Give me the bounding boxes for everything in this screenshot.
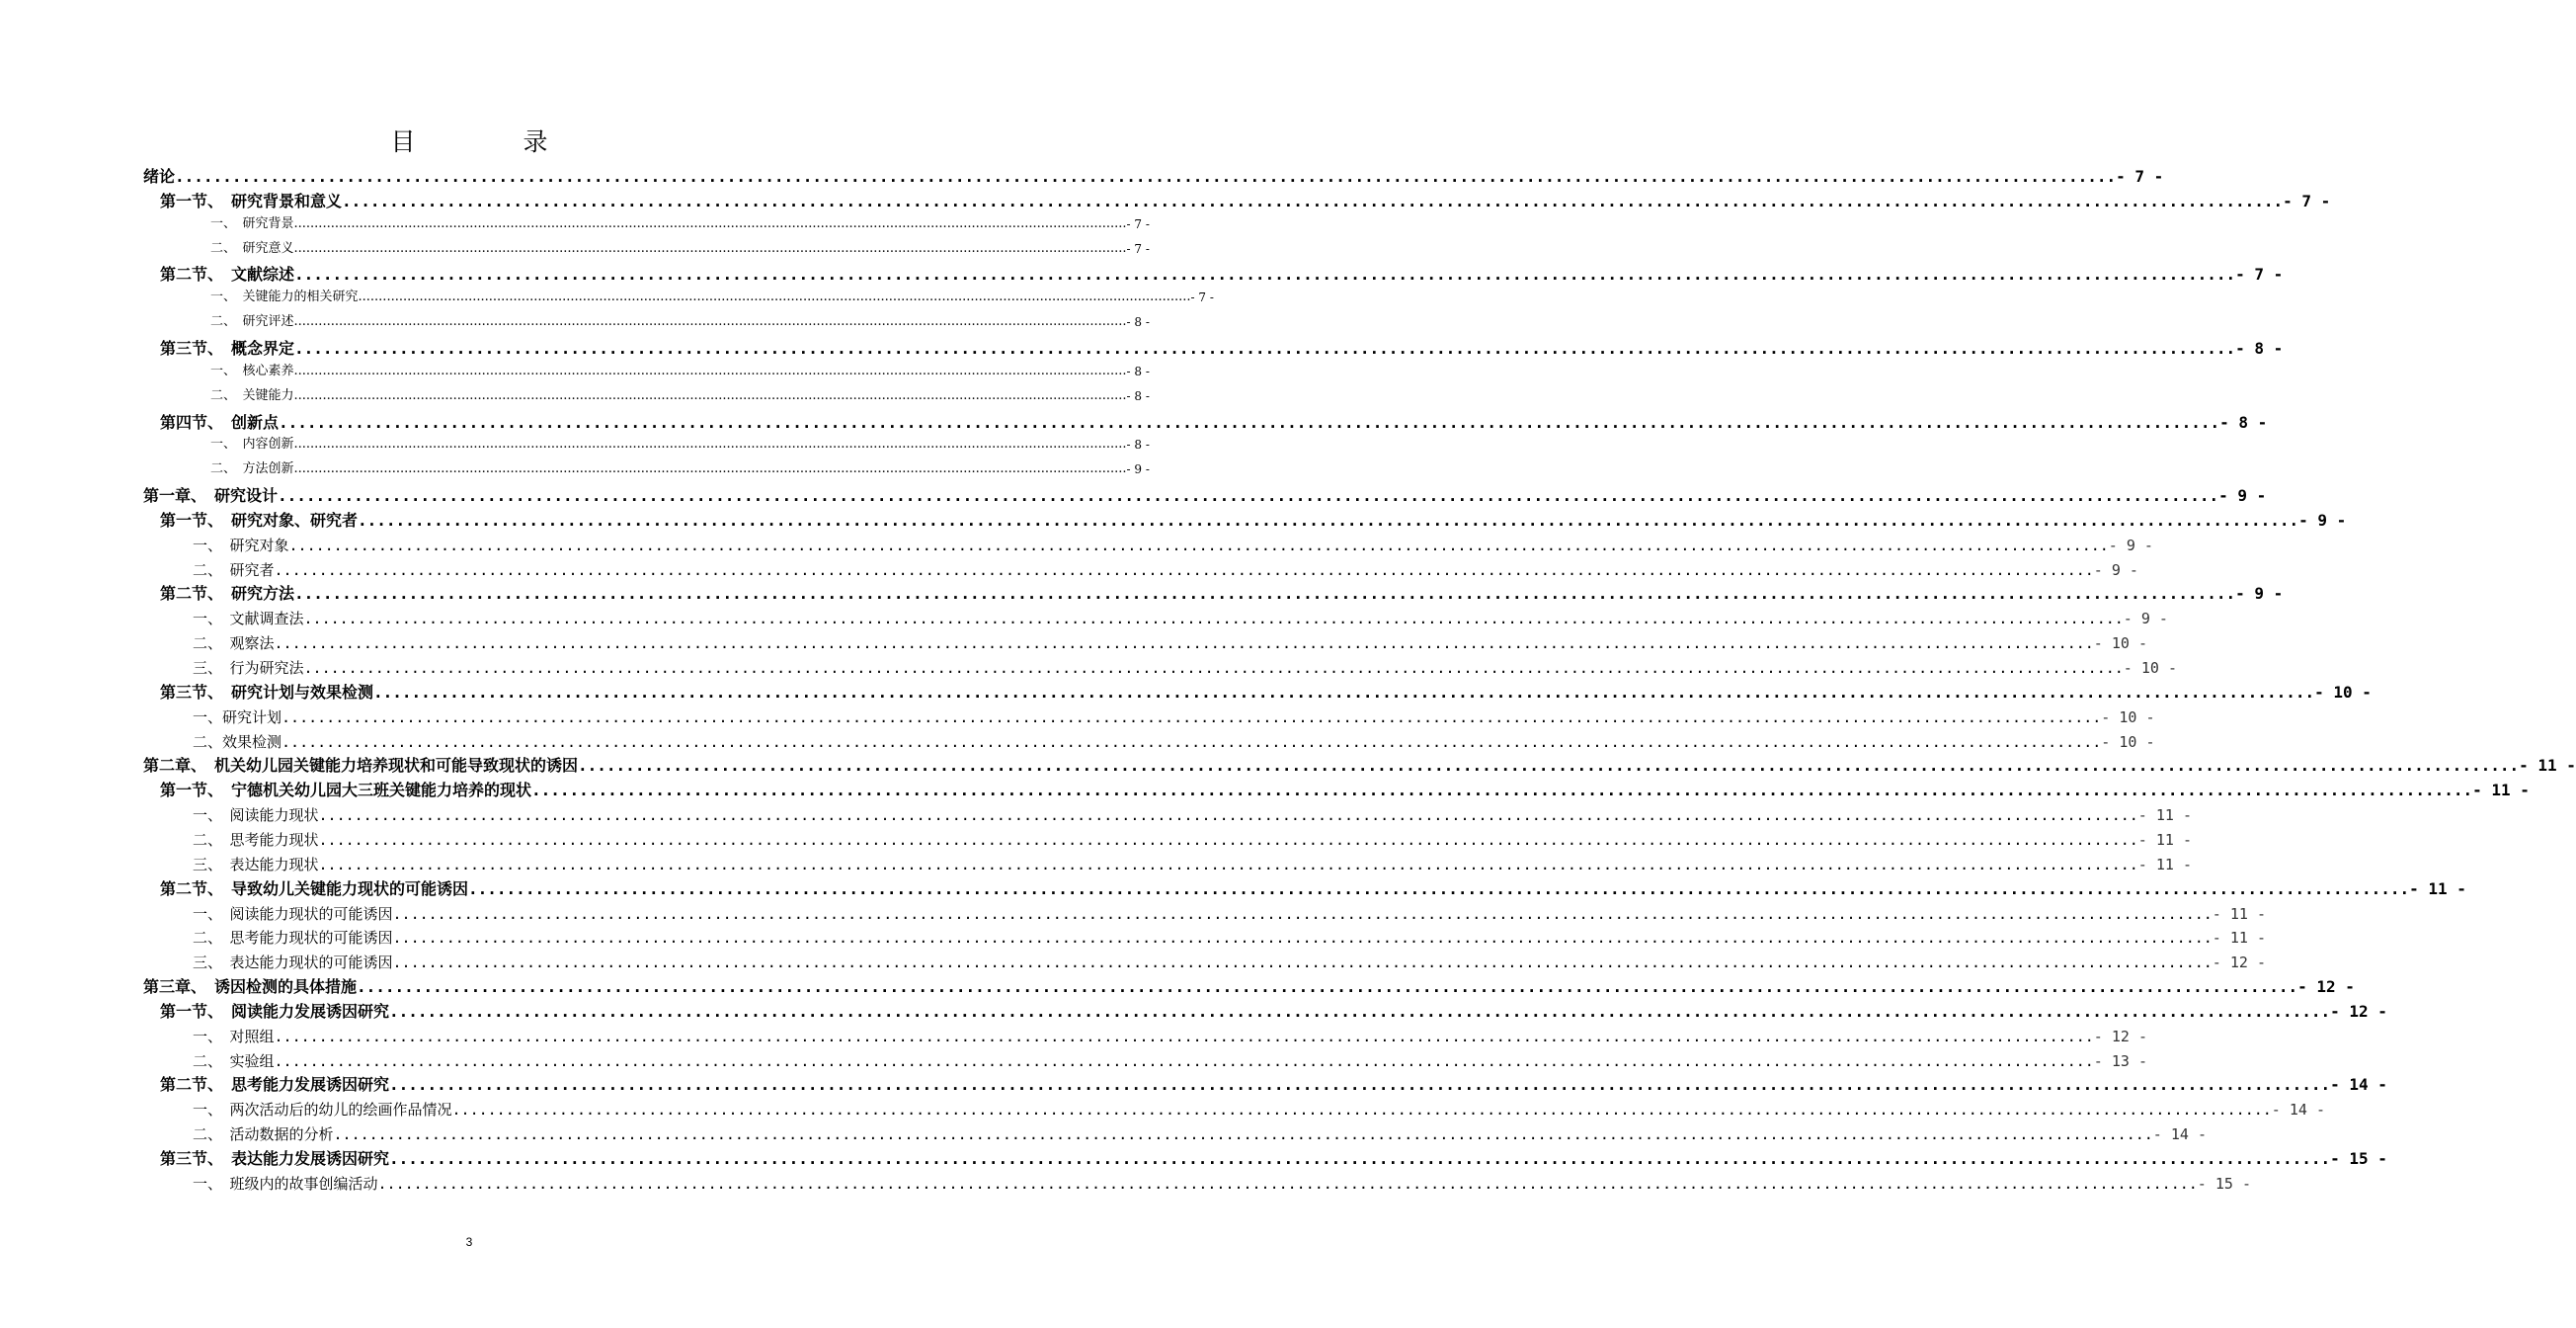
toc-leader-dots: ............................................................................................................................................................................................................	[288, 536, 2109, 554]
toc-entry[interactable]	[193, 854, 2192, 875]
toc-entry[interactable]	[193, 927, 2266, 949]
toc-entry[interactable]	[193, 1026, 2147, 1047]
toc-entry-page: - 11 -	[2137, 806, 2192, 825]
toc-entry-title: 二、 思考能力现状的可能诱因	[193, 929, 393, 948]
toc-entry-title: 第二节、 研究方法	[160, 584, 295, 604]
toc-entry-page: - 11 -	[2212, 904, 2266, 923]
toc-entry[interactable]	[193, 657, 2177, 679]
toc-entry-title: 一、 核心素养	[210, 363, 294, 378]
toc-entry-title: 二、 关键能力	[210, 387, 294, 403]
toc-entry[interactable]	[193, 1173, 2251, 1195]
toc-entry-page: - 12 -	[2297, 977, 2355, 997]
toc-leader-dots: ............................................................................................................................................................................................................	[451, 1101, 2272, 1120]
toc-leader-dots: ............................................................................................................................................................................................................	[392, 929, 2213, 948]
toc-entry-page: - 11 -	[2472, 781, 2530, 800]
toc-entry-page: - 7 -	[2116, 167, 2164, 186]
toc-entry-page: - 8 -	[1126, 388, 1150, 403]
toc-entry-page: - 14 -	[2271, 1101, 2325, 1120]
toc-entry-title: 第三节、 表达能力发展诱因研究	[160, 1149, 390, 1168]
toc-leader-dots: ............................................................................................................................................................................................................	[578, 756, 2520, 776]
toc-leader-dots: ............................................................................................................................................................................................................	[282, 732, 2102, 751]
toc-entry[interactable]	[193, 1099, 2325, 1120]
toc-entry-title: 一、 文献调查法	[193, 610, 304, 628]
toc-entry[interactable]	[160, 1148, 2387, 1170]
page-number: 3	[465, 1235, 473, 1249]
toc-entry[interactable]	[193, 535, 2153, 556]
toc-entry-title: 二、 实验组	[193, 1051, 275, 1070]
toc-leader-dots: ............................................................................................................................................................................................................	[303, 659, 2124, 677]
toc-entry-page: - 11 -	[2212, 929, 2266, 948]
toc-entry-page: - 9 -	[2235, 584, 2284, 604]
toc-entry-title: 二、 活动数据的分析	[193, 1125, 334, 1144]
toc-entry-title: 二、 思考能力现状	[193, 830, 319, 849]
toc-leader-dots: ............................................................................................................................................................................................................	[282, 707, 2102, 726]
toc-entry-page: - 9 -	[2108, 536, 2153, 554]
toc-entry-page: - 11 -	[2137, 855, 2192, 873]
toc-leader-dots: ............................................................................................................................................................................................................	[175, 167, 2117, 186]
toc-entry-title: 一、 两次活动后的幼儿的绘画作品情况	[193, 1101, 452, 1120]
toc-leader-dots: ............................................................................................................................................................................................................	[293, 363, 1127, 378]
toc-entry[interactable]	[160, 1001, 2387, 1023]
toc-leader-dots: ............................................................................................................................................................................................................	[392, 954, 2213, 972]
toc-entry-title: 二、 研究评述	[210, 314, 294, 330]
toc-entry-page: - 8 -	[1126, 438, 1150, 453]
toc-entry[interactable]	[160, 1074, 2387, 1096]
toc-leader-dots: ............................................................................................................................................................................................................	[279, 412, 2220, 432]
toc-leader-dots: ............................................................................................................................................................................................................	[293, 314, 1127, 330]
toc-entry-title: 第三节、 研究计划与效果检测	[160, 682, 374, 702]
toc-entry[interactable]	[143, 485, 2267, 507]
toc-entry-page: - 9 -	[2123, 610, 2168, 628]
toc-entry[interactable]	[193, 632, 2147, 654]
toc-entry[interactable]	[210, 215, 1150, 233]
toc-entry-page: - 11 -	[2137, 830, 2192, 849]
toc-entry-title: 一、 研究对象	[193, 536, 289, 554]
toc-entry-title: 二、效果检测	[193, 732, 282, 751]
toc-entry[interactable]	[160, 878, 2466, 900]
toc-leader-dots: ............................................................................................................................................................................................................	[294, 338, 2236, 358]
toc-entry-title: 第一节、 宁德机关幼儿园大三班关键能力培养的现状	[160, 781, 532, 800]
toc-leader-dots: ............................................................................................................................................................................................................	[294, 265, 2236, 285]
toc-leader-dots: ............................................................................................................................................................................................................	[531, 781, 2473, 800]
toc-entry-title: 第二节、 文献综述	[160, 265, 295, 285]
toc-entry[interactable]	[193, 829, 2192, 851]
toc-entry-title: 绪论	[143, 167, 176, 186]
toc-entry-title: 一、 对照组	[193, 1027, 275, 1045]
toc-entry[interactable]	[193, 731, 2155, 753]
toc-entry-title: 第四节、 创新点	[160, 412, 280, 432]
toc-entry-title: 一、研究计划	[193, 707, 282, 726]
toc-entry[interactable]	[210, 313, 1150, 331]
toc-entry[interactable]	[160, 682, 2372, 704]
toc-entry[interactable]	[193, 559, 2138, 581]
toc-entry[interactable]	[193, 1050, 2147, 1072]
toc-entry-title: 第二节、 思考能力发展诱因研究	[160, 1075, 390, 1095]
toc-entry-page: - 7 -	[2283, 191, 2331, 210]
toc-entry-title: 二、 研究者	[193, 560, 275, 579]
toc-leader-dots: ............................................................................................................................................................................................................	[392, 904, 2213, 923]
toc-entry-title: 第一节、 阅读能力发展诱因研究	[160, 1001, 390, 1021]
toc-leader-dots: ............................................................................................................................................................................................................	[358, 510, 2299, 530]
toc-entry[interactable]	[160, 264, 2284, 286]
toc-leader-dots: ............................................................................................................................................................................................................	[318, 830, 2138, 849]
toc-entry-page: - 7 -	[1190, 290, 1214, 305]
toc-entry-title: 三、 表达能力现状	[193, 855, 319, 873]
toc-leader-dots: ............................................................................................................................................................................................................	[389, 1001, 2331, 1021]
toc-entry[interactable]	[143, 166, 2164, 188]
toc-entry-title: 三、 行为研究法	[193, 659, 304, 677]
toc-entry-page: - 10 -	[2101, 732, 2155, 751]
toc-leader-dots: ............................................................................................................................................................................................................	[274, 1051, 2094, 1070]
toc-leader-dots: ............................................................................................................................................................................................................	[333, 1125, 2153, 1144]
toc-leader-dots: ............................................................................................................................................................................................................	[389, 1075, 2331, 1095]
toc-leader-dots: ............................................................................................................................................................................................................	[303, 610, 2124, 628]
toc-entry[interactable]	[210, 240, 1150, 258]
toc-entry-page: - 10 -	[2314, 682, 2372, 702]
toc-entry-title: 第一节、 研究背景和意义	[160, 191, 343, 210]
toc-leader-dots: ............................................................................................................................................................................................................	[293, 461, 1127, 477]
toc-leader-dots: ............................................................................................................................................................................................................	[373, 682, 2315, 702]
toc-entry-title: 第二章、 机关幼儿园关键能力培养现状和可能导致现状的诱因	[143, 756, 579, 776]
toc-entry-title: 二、 观察法	[193, 634, 275, 653]
toc-entry-title: 第一章、 研究设计	[143, 486, 279, 506]
toc-entry-title: 一、 研究背景	[210, 215, 294, 231]
toc-entry[interactable]	[160, 780, 2530, 801]
toc-entry[interactable]	[143, 755, 2576, 777]
toc-entry-title: 三、 表达能力现状的可能诱因	[193, 954, 393, 972]
toc-entry-page: - 14 -	[2152, 1125, 2207, 1144]
toc-entry-page: - 14 -	[2330, 1075, 2387, 1095]
toc-entry-title: 第一节、 研究对象、研究者	[160, 510, 359, 530]
toc-entry[interactable]	[193, 952, 2266, 973]
toc-entry-page: - 7 -	[1126, 216, 1150, 231]
toc-leader-dots: ............................................................................................................................................................................................................	[274, 634, 2094, 653]
toc-entry-title: 一、 阅读能力现状的可能诱因	[193, 904, 393, 923]
toc-entry-title: 一、 关键能力的相关研究	[210, 290, 359, 305]
toc-leader-dots: ............................................................................................................................................................................................................	[293, 387, 1127, 403]
toc-leader-dots: ............................................................................................................................................................................................................	[318, 855, 2138, 873]
toc-entry[interactable]	[160, 191, 2331, 212]
toc-entry-page: - 13 -	[2093, 1051, 2147, 1070]
toc-entry[interactable]	[193, 903, 2266, 925]
toc-entry-page: - 9 -	[2093, 560, 2138, 579]
toc-entry-page: - 7 -	[1126, 241, 1150, 256]
toc-entry[interactable]	[210, 460, 1150, 478]
toc-leader-dots: ............................................................................................................................................................................................................	[294, 584, 2236, 604]
toc-entry-page: - 12 -	[2330, 1001, 2387, 1021]
toc-entry-page: - 9 -	[2298, 510, 2347, 530]
toc-leader-dots: ............................................................................................................................................................................................................	[293, 215, 1127, 231]
toc-entry-page: - 10 -	[2093, 634, 2147, 653]
toc-entry-page: - 8 -	[1126, 364, 1150, 378]
toc-entry-page: - 15 -	[2197, 1174, 2251, 1193]
toc-leader-dots: ............................................................................................................................................................................................................	[274, 560, 2094, 579]
toc-entry-page: - 8 -	[2235, 338, 2284, 358]
toc-entry-page: - 11 -	[2409, 878, 2466, 898]
toc-entry-page: - 8 -	[2219, 412, 2268, 432]
toc-entry-title: 一、 阅读能力现状	[193, 806, 319, 825]
toc-entry-page: - 9 -	[1126, 462, 1150, 477]
toc-leader-dots: ............................................................................................................................................................................................................	[293, 240, 1127, 256]
toc-leader-dots: ............................................................................................................................................................................................................	[377, 1174, 2198, 1193]
toc-entry-title: 一、 班级内的故事创编活动	[193, 1174, 378, 1193]
toc-entry-page: - 7 -	[2235, 265, 2284, 285]
toc-entry-page: - 8 -	[1126, 315, 1150, 330]
toc-leader-dots: ............................................................................................................................................................................................................	[358, 290, 1191, 305]
toc-leader-dots: ............................................................................................................................................................................................................	[293, 437, 1127, 453]
toc-entry[interactable]	[193, 1123, 2207, 1145]
toc-entry[interactable]	[193, 706, 2155, 728]
toc-entry-page: - 9 -	[2218, 486, 2267, 506]
toc-entry[interactable]	[193, 608, 2168, 629]
toc-leader-dots: ............................................................................................................................................................................................................	[468, 878, 2410, 898]
toc-leader-dots: ............................................................................................................................................................................................................	[389, 1149, 2331, 1168]
toc-leader-dots: ............................................................................................................................................................................................................	[357, 977, 2298, 997]
toc-leader-dots: ............................................................................................................................................................................................................	[274, 1027, 2094, 1045]
toc-entry[interactable]	[160, 510, 2347, 532]
toc-leader-dots: ............................................................................................................................................................................................................	[318, 806, 2138, 825]
page-title: 目 录	[390, 127, 590, 156]
toc-entry[interactable]	[210, 436, 1150, 454]
toc-entry[interactable]	[210, 289, 1214, 306]
toc-entry-page: - 15 -	[2330, 1149, 2387, 1168]
toc-entry-page: - 11 -	[2519, 756, 2576, 776]
toc-entry-title: 第二节、 导致幼儿关键能力现状的可能诱因	[160, 878, 469, 898]
toc-leader-dots: ............................................................................................................................................................................................................	[342, 191, 2284, 210]
toc-entry[interactable]	[210, 363, 1150, 380]
toc-entry-title: 第三章、 诱因检测的具体措施	[143, 977, 358, 997]
toc-entry[interactable]	[143, 976, 2355, 998]
toc-entry-page: - 10 -	[2101, 707, 2155, 726]
toc-entry-title: 二、 方法创新	[210, 461, 294, 477]
toc-entry[interactable]	[210, 387, 1150, 405]
toc-entry[interactable]	[193, 804, 2192, 826]
toc-entry-page: - 10 -	[2123, 659, 2177, 677]
toc-entry[interactable]	[160, 412, 2268, 434]
toc-entry-title: 二、 研究意义	[210, 240, 294, 256]
toc-entry-page: - 12 -	[2093, 1027, 2147, 1045]
toc-entry-title: 第三节、 概念界定	[160, 338, 295, 358]
toc-entry-page: - 12 -	[2212, 954, 2266, 972]
toc-leader-dots: ............................................................................................................................................................................................................	[278, 486, 2219, 506]
toc-entry[interactable]	[160, 338, 2284, 360]
toc-entry[interactable]	[160, 583, 2284, 605]
toc-entry-title: 一、 内容创新	[210, 437, 294, 453]
